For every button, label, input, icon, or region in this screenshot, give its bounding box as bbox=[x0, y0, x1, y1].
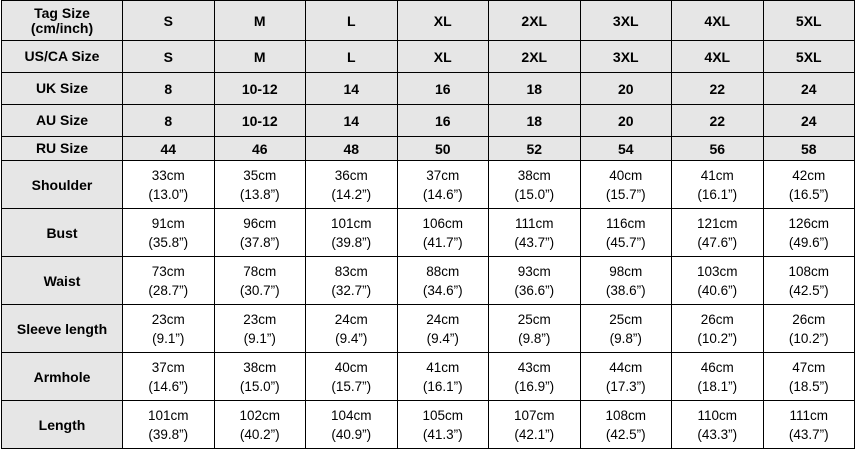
size-value-cell: 3XL bbox=[580, 41, 672, 73]
measurement-cell bbox=[123, 353, 215, 401]
measurement-inch: (15.7”) bbox=[331, 378, 372, 394]
measurement-inch: (16.5”) bbox=[788, 186, 829, 202]
size-value-cell: 54 bbox=[580, 137, 672, 161]
measurement-inch: (43.7”) bbox=[514, 234, 555, 250]
measurement-cell bbox=[306, 353, 398, 401]
measurement-cm: 44cm bbox=[609, 359, 643, 375]
size-value-cell: 56 bbox=[672, 137, 764, 161]
size-system-label: RU Size bbox=[2, 137, 123, 161]
measurement-label: Sleeve length bbox=[2, 305, 123, 353]
measurement-cm: 102cm bbox=[239, 407, 281, 423]
measurement-cell bbox=[580, 401, 672, 449]
size-row bbox=[2, 73, 855, 105]
measurement-inch: (14.6”) bbox=[422, 186, 463, 202]
measurement-cm: 33cm bbox=[151, 167, 185, 183]
size-value-cell: M bbox=[214, 41, 306, 73]
size-row bbox=[2, 1, 855, 41]
size-value-cell: 16 bbox=[397, 73, 489, 105]
measurement-cell bbox=[489, 401, 581, 449]
size-value-cell: 4XL bbox=[672, 1, 764, 41]
measurement-inch: (14.2”) bbox=[331, 186, 372, 202]
size-row bbox=[2, 137, 855, 161]
measurement-inch: (35.8”) bbox=[148, 234, 189, 250]
size-value-cell: 52 bbox=[489, 137, 581, 161]
measurement-cm: 121cm bbox=[696, 215, 738, 231]
measurement-inch: (15.0”) bbox=[239, 378, 280, 394]
measurement-inch: (42.5”) bbox=[605, 426, 646, 442]
size-value-cell: 10-12 bbox=[214, 105, 306, 137]
size-value-cell: 2XL bbox=[489, 1, 581, 41]
measurement-cell bbox=[123, 209, 215, 257]
measurement-cm: 24cm bbox=[334, 311, 368, 327]
measurement-inch: (41.3”) bbox=[422, 426, 463, 442]
size-value-cell: 44 bbox=[123, 137, 215, 161]
measurement-inch: (41.7”) bbox=[422, 234, 463, 250]
measurement-cm: 38cm bbox=[243, 359, 277, 375]
size-header-rows bbox=[2, 1, 855, 161]
size-value-cell: 20 bbox=[580, 105, 672, 137]
measurement-inch: (38.6”) bbox=[605, 282, 646, 298]
measurement-cell bbox=[763, 305, 855, 353]
measurement-inch: (15.7”) bbox=[605, 186, 646, 202]
size-value-cell: 8 bbox=[123, 73, 215, 105]
measurement-inch: (47.6”) bbox=[697, 234, 738, 250]
measurement-inch: (10.2”) bbox=[697, 330, 738, 346]
measurement-cm: 35cm bbox=[243, 167, 277, 183]
measurement-cell bbox=[306, 401, 398, 449]
measurement-inch: (13.8”) bbox=[239, 186, 280, 202]
measurement-inch: (43.7”) bbox=[788, 426, 829, 442]
size-value-cell: 24 bbox=[763, 73, 855, 105]
measurement-cm: 40cm bbox=[609, 167, 643, 183]
measurement-cm: 41cm bbox=[426, 359, 460, 375]
measurement-cell bbox=[397, 257, 489, 305]
measurement-cm: 111cm bbox=[514, 215, 554, 231]
measurement-cell bbox=[763, 257, 855, 305]
measurement-row bbox=[2, 353, 855, 401]
measurement-cell bbox=[306, 209, 398, 257]
size-value-cell: 50 bbox=[397, 137, 489, 161]
measurement-cell bbox=[763, 401, 855, 449]
measurement-cm: 26cm bbox=[792, 311, 826, 327]
measurement-cm: 26cm bbox=[700, 311, 734, 327]
measurement-cm: 41cm bbox=[700, 167, 734, 183]
measurement-cm: 111cm bbox=[789, 407, 829, 423]
measurement-inch: (9.8”) bbox=[609, 330, 642, 346]
measurement-cm: 25cm bbox=[609, 311, 643, 327]
size-value-cell: 18 bbox=[489, 105, 581, 137]
measurement-cell bbox=[123, 257, 215, 305]
measurement-cell bbox=[123, 161, 215, 209]
measurement-inch: (13.0”) bbox=[148, 186, 189, 202]
measurement-cell bbox=[214, 257, 306, 305]
measurement-cm: 43cm bbox=[517, 359, 551, 375]
measurement-cm: 98cm bbox=[609, 263, 643, 279]
measurement-row bbox=[2, 401, 855, 449]
measurement-inch: (36.6”) bbox=[514, 282, 555, 298]
size-value-cell: 10-12 bbox=[214, 73, 306, 105]
size-value-cell: 46 bbox=[214, 137, 306, 161]
size-value-cell: 14 bbox=[306, 73, 398, 105]
size-value-cell: 18 bbox=[489, 73, 581, 105]
size-value-cell: 2XL bbox=[489, 41, 581, 73]
measurement-cell bbox=[489, 209, 581, 257]
measurement-inch: (45.7”) bbox=[605, 234, 646, 250]
measurement-cell bbox=[123, 401, 215, 449]
measurement-inch: (32.7”) bbox=[331, 282, 372, 298]
measurement-cm: 37cm bbox=[426, 167, 460, 183]
size-value-cell: S bbox=[123, 1, 215, 41]
measurement-cell bbox=[489, 353, 581, 401]
measurement-cell bbox=[214, 401, 306, 449]
size-value-cell: XL bbox=[397, 41, 489, 73]
size-value-cell: 48 bbox=[306, 137, 398, 161]
measurement-cell bbox=[580, 257, 672, 305]
measurement-rows bbox=[2, 161, 855, 449]
measurement-cm: 93cm bbox=[517, 263, 551, 279]
measurement-cell bbox=[672, 305, 764, 353]
size-value-cell: 5XL bbox=[763, 1, 855, 41]
size-system-label: UK Size bbox=[2, 73, 123, 105]
measurement-label: Shoulder bbox=[2, 161, 123, 209]
size-value-cell: 22 bbox=[672, 73, 764, 105]
measurement-cell bbox=[306, 305, 398, 353]
measurement-cell bbox=[489, 161, 581, 209]
size-chart-table bbox=[1, 0, 855, 449]
size-value-cell: 5XL bbox=[763, 41, 855, 73]
measurement-cm: 104cm bbox=[330, 407, 372, 423]
measurement-cm: 108cm bbox=[605, 407, 647, 423]
measurement-label: Waist bbox=[2, 257, 123, 305]
measurement-inch: (42.5”) bbox=[788, 282, 829, 298]
measurement-inch: (9.1”) bbox=[243, 330, 276, 346]
measurement-cell bbox=[672, 209, 764, 257]
measurement-cell bbox=[763, 209, 855, 257]
measurement-cm: 46cm bbox=[700, 359, 734, 375]
size-row bbox=[2, 105, 855, 137]
measurement-cell bbox=[672, 161, 764, 209]
measurement-cell bbox=[306, 161, 398, 209]
measurement-inch: (16.1”) bbox=[422, 378, 463, 394]
measurement-cell bbox=[672, 401, 764, 449]
measurement-cell bbox=[397, 209, 489, 257]
measurement-inch: (10.2”) bbox=[788, 330, 829, 346]
measurement-inch: (30.7”) bbox=[239, 282, 280, 298]
measurement-cell bbox=[763, 161, 855, 209]
measurement-cm: 107cm bbox=[513, 407, 555, 423]
measurement-cell bbox=[397, 305, 489, 353]
measurement-inch: (40.9”) bbox=[331, 426, 372, 442]
measurement-cell bbox=[580, 161, 672, 209]
measurement-cm: 40cm bbox=[334, 359, 368, 375]
measurement-cell bbox=[397, 353, 489, 401]
measurement-cell bbox=[123, 305, 215, 353]
measurement-inch: (9.4”) bbox=[335, 330, 368, 346]
measurement-cm: 25cm bbox=[517, 311, 551, 327]
measurement-inch: (9.1”) bbox=[152, 330, 185, 346]
measurement-cell bbox=[306, 257, 398, 305]
measurement-cm: 23cm bbox=[243, 311, 277, 327]
measurement-cm: 47cm bbox=[792, 359, 826, 375]
measurement-inch: (39.8”) bbox=[148, 426, 189, 442]
measurement-cm: 37cm bbox=[151, 359, 185, 375]
measurement-row bbox=[2, 305, 855, 353]
measurement-inch: (43.3”) bbox=[697, 426, 738, 442]
size-value-cell: M bbox=[214, 1, 306, 41]
measurement-inch: (14.6”) bbox=[148, 378, 189, 394]
measurement-row bbox=[2, 161, 855, 209]
measurement-cm: 38cm bbox=[517, 167, 551, 183]
measurement-cell bbox=[672, 257, 764, 305]
measurement-inch: (49.6”) bbox=[788, 234, 829, 250]
measurement-cell bbox=[763, 353, 855, 401]
measurement-cm: 78cm bbox=[243, 263, 277, 279]
measurement-cm: 105cm bbox=[422, 407, 464, 423]
measurement-label: Length bbox=[2, 401, 123, 449]
measurement-cm: 24cm bbox=[426, 311, 460, 327]
measurement-inch: (16.9”) bbox=[514, 378, 555, 394]
measurement-inch: (18.1”) bbox=[697, 378, 738, 394]
measurement-cell bbox=[397, 161, 489, 209]
measurement-label: Armhole bbox=[2, 353, 123, 401]
measurement-cm: 101cm bbox=[147, 407, 189, 423]
size-value-cell: L bbox=[306, 41, 398, 73]
measurement-inch: (15.0”) bbox=[514, 186, 555, 202]
measurement-cm: 36cm bbox=[334, 167, 368, 183]
measurement-cm: 83cm bbox=[334, 263, 368, 279]
size-system-label: US/CA Size bbox=[2, 41, 123, 73]
measurement-cell bbox=[672, 353, 764, 401]
size-value-cell: 16 bbox=[397, 105, 489, 137]
size-value-cell: 24 bbox=[763, 105, 855, 137]
measurement-inch: (40.2”) bbox=[239, 426, 280, 442]
measurement-cm: 103cm bbox=[696, 263, 738, 279]
size-system-label: AU Size bbox=[2, 105, 123, 137]
measurement-cm: 116cm bbox=[605, 215, 646, 231]
size-value-cell: S bbox=[123, 41, 215, 73]
size-row bbox=[2, 41, 855, 73]
measurement-cm: 91cm bbox=[151, 215, 185, 231]
measurement-inch: (39.8”) bbox=[331, 234, 372, 250]
measurement-inch: (34.6”) bbox=[422, 282, 463, 298]
size-value-cell: 14 bbox=[306, 105, 398, 137]
measurement-cm: 42cm bbox=[792, 167, 826, 183]
measurement-cell bbox=[214, 305, 306, 353]
measurement-cell bbox=[214, 353, 306, 401]
size-value-cell: 4XL bbox=[672, 41, 764, 73]
size-value-cell: L bbox=[306, 1, 398, 41]
size-system-label: Tag Size (cm/inch) bbox=[2, 1, 123, 41]
measurement-cell bbox=[580, 353, 672, 401]
measurement-cm: 110cm bbox=[697, 407, 738, 423]
measurement-cell bbox=[580, 209, 672, 257]
measurement-cm: 101cm bbox=[330, 215, 372, 231]
measurement-inch: (9.8”) bbox=[518, 330, 551, 346]
size-value-cell: 8 bbox=[123, 105, 215, 137]
measurement-inch: (37.8”) bbox=[239, 234, 280, 250]
measurement-inch: (9.4”) bbox=[426, 330, 459, 346]
measurement-cm: 96cm bbox=[243, 215, 277, 231]
measurement-inch: (28.7”) bbox=[148, 282, 189, 298]
measurement-cell bbox=[489, 257, 581, 305]
size-value-cell: 22 bbox=[672, 105, 764, 137]
measurement-cm: 23cm bbox=[151, 311, 185, 327]
measurement-label: Bust bbox=[2, 209, 123, 257]
measurement-cell bbox=[214, 161, 306, 209]
measurement-inch: (17.3”) bbox=[605, 378, 646, 394]
measurement-inch: (40.6”) bbox=[697, 282, 738, 298]
measurement-cell bbox=[214, 209, 306, 257]
measurement-cm: 126cm bbox=[788, 215, 830, 231]
measurement-inch: (42.1”) bbox=[514, 426, 555, 442]
measurement-cell bbox=[397, 401, 489, 449]
measurement-inch: (16.1”) bbox=[697, 186, 738, 202]
size-value-cell: 3XL bbox=[580, 1, 672, 41]
measurement-row bbox=[2, 257, 855, 305]
measurement-cm: 73cm bbox=[151, 263, 185, 279]
measurement-inch: (18.5”) bbox=[788, 378, 829, 394]
measurement-cm: 108cm bbox=[788, 263, 830, 279]
measurement-cell bbox=[580, 305, 672, 353]
size-value-cell: XL bbox=[397, 1, 489, 41]
size-value-cell: 20 bbox=[580, 73, 672, 105]
measurement-row bbox=[2, 209, 855, 257]
measurement-cm: 106cm bbox=[422, 215, 464, 231]
measurement-cm: 88cm bbox=[426, 263, 460, 279]
measurement-cell bbox=[489, 305, 581, 353]
size-value-cell: 58 bbox=[763, 137, 855, 161]
